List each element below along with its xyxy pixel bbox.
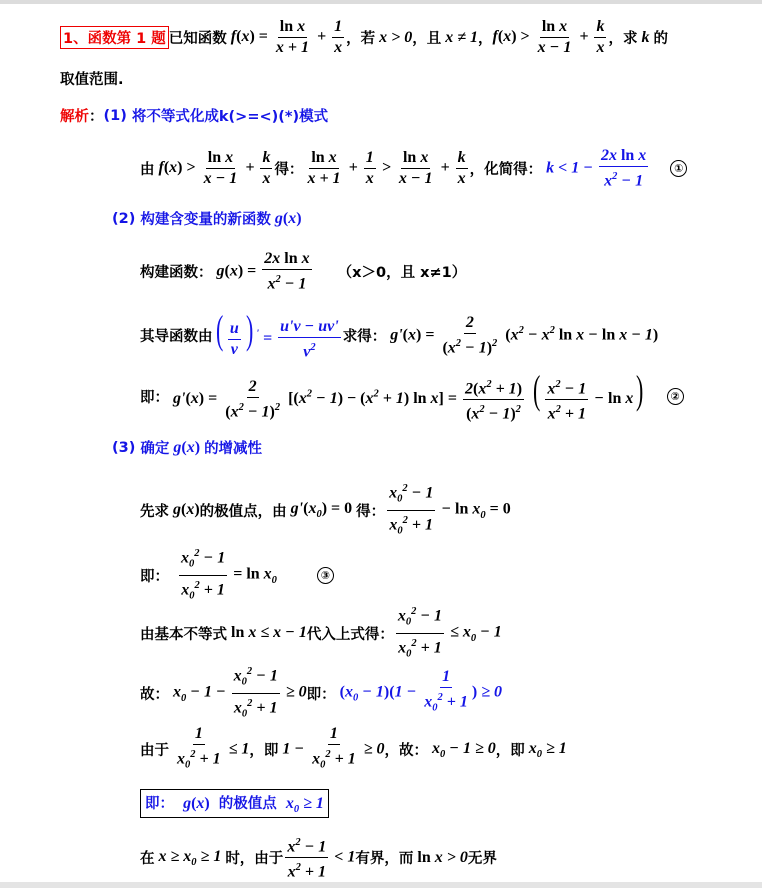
problem-and: ，且 xyxy=(412,31,442,47)
step1-derivation: 由 f(x) > $\frac{\text{ln x}}{x - 1}$ + $\frac{k}{x}$ 得： $\frac{\text{ln x}}{x + 1}$ + $\frac{1}{x}$ > $\frac{\text{ln x}}{x - 1}$ + $\frac{k}{x}$ ，化简得： k < 1 − $\frac{\text{2x ln x}}{x^2 - 1}$ ① xyxy=(140,147,687,190)
equation-3-line: 即： $\frac{x_0^2 - 1}{x_0^2 + 1}$ = $\ln x_0$ ③ xyxy=(140,545,334,605)
since-line: 由于 $\frac{1}{x_0^2 + 1}$ ≤ 1 ，即 1 − $\frac{1}{x_0^2 + 1}$ ≥ 0 ，故： $x_0 - 1 \ge 0$ ，即 $x_0 \ge 1$ xyxy=(140,725,567,771)
step1-pattern: k(>=<)(*)模式 xyxy=(218,109,329,125)
top-border xyxy=(0,0,762,4)
step1-label: (1) xyxy=(103,107,127,124)
step1-text: 将不等式化成 xyxy=(131,109,219,125)
marker-1: ① xyxy=(670,160,687,177)
problem-tail: 的 xyxy=(653,31,668,47)
problem-find: ，求 xyxy=(608,31,638,47)
solution-heading: 解析 ： (1) 将不等式化成 k(>=<)(*)模式 xyxy=(60,105,328,126)
bottom-border xyxy=(0,882,762,888)
extreme-point-line: 先求 g(x) 的极值点，由 $g'(x_0) = 0$ 得： $\frac{x_0^2 - 1}{x_0^2 + 1}$ − $\ln x_0 = 0$ xyxy=(140,480,511,540)
final-line: 在 $x \ge x_0 \ge 1$ 时，由于 $\frac{x^2 - 1}{x^2 + 1}$ < 1 有界，而 ln x > 0 无界 xyxy=(140,834,497,882)
derivative-line: 其导函数由 ( $\frac{u}{v}$ ) ' = $\frac{u'v - uv'}{v^2}$ 求得： g'(x) = $\frac{2}{(x^2 - 1)^2}$ ($x^2 - x^2$ ln x − ln x − 1) xyxy=(140,307,659,360)
solution-title: 解析 xyxy=(60,109,89,125)
marker-2: ② xyxy=(667,388,684,405)
construct-function: 构建函数： g(x) = $\frac{\text{2x ln x}}{x^2 - 1}$ （x＞0，且 x≠1） xyxy=(140,250,467,293)
step2-heading: (2) 构建含变量的新函数 g(x) xyxy=(112,209,302,228)
step3-heading: (3) 确定 g(x) 的增减性 xyxy=(112,438,263,457)
domain-condition: （x＞0，且 x≠1） xyxy=(337,265,467,282)
therefore-line: 故： $x_0 - 1$ − $\frac{x_0^2 - 1}{x_0^2 + 1}$ ≥ 0 即： $(x_0 - 1)(1$ − $\frac{1}{x_0^2 + 1}$ ) ≥ 0 xyxy=(140,663,502,723)
conclusion-box: 即： g(x) 的极值点 $x_0 \ge 1$ xyxy=(140,789,329,818)
basic-inequality-line: 由基本不等式 ln x ≤ x − 1 代入上式得： $\frac{x_0^2 - 1}{x_0^2 + 1}$ ≤ $x_0 - 1$ xyxy=(140,603,502,663)
cond-x-not-one: x ≠ 1 xyxy=(441,28,479,46)
problem-intro: 已知函数 xyxy=(168,31,227,47)
problem-number-label: 1、函数第 1 题 xyxy=(60,26,169,49)
cond-x-positive: x > 0 xyxy=(375,28,413,46)
result-k-bound: k < 1 − $\frac{\text{2x ln x}}{x^2 - 1}$ xyxy=(542,147,647,190)
marker-3: ③ xyxy=(317,567,334,584)
problem-statement: 1、函数第 1 题 已知函数 f(x) = $\frac{\text{ln x}}{x + 1}$ + $\frac{1}{x}$ ，若 x > 0 ，且 x ≠ 1 ， f(x) > $\frac{\text{ln x}}{x - 1}$ + $\frac{k}{x}$ ，求 k 的 xyxy=(60,18,668,57)
derivative-factored: 即： g'(x) = $\frac{2}{(x^2 - 1)^2}$ [$(x^2 - 1) - (x^2 + 1)$ ln x] = $\frac{2(x^2 + 1)}{(x^2 - 1)^2}$ ( $\frac{x^2 - 1}{x^2 + 1}$ − ln x) ② xyxy=(140,370,684,423)
formula-f-definition: f(x) = $\frac{\text{ln x}}{x + 1}$ + $\frac{1}{x}$ xyxy=(226,18,343,56)
boxed-conclusion xyxy=(140,789,329,818)
problem-line2: 取值范围. xyxy=(60,72,124,88)
formula-f-inequality: f(x) > $\frac{\text{ln x}}{x - 1}$ + $\frac{k}{x}$ xyxy=(492,18,605,56)
problem-if: ，若 xyxy=(346,31,376,47)
quotient-rule: ( $\frac{u}{v}$ ) ' = $\frac{u'v - uv'}{v^2}$ xyxy=(215,307,339,360)
